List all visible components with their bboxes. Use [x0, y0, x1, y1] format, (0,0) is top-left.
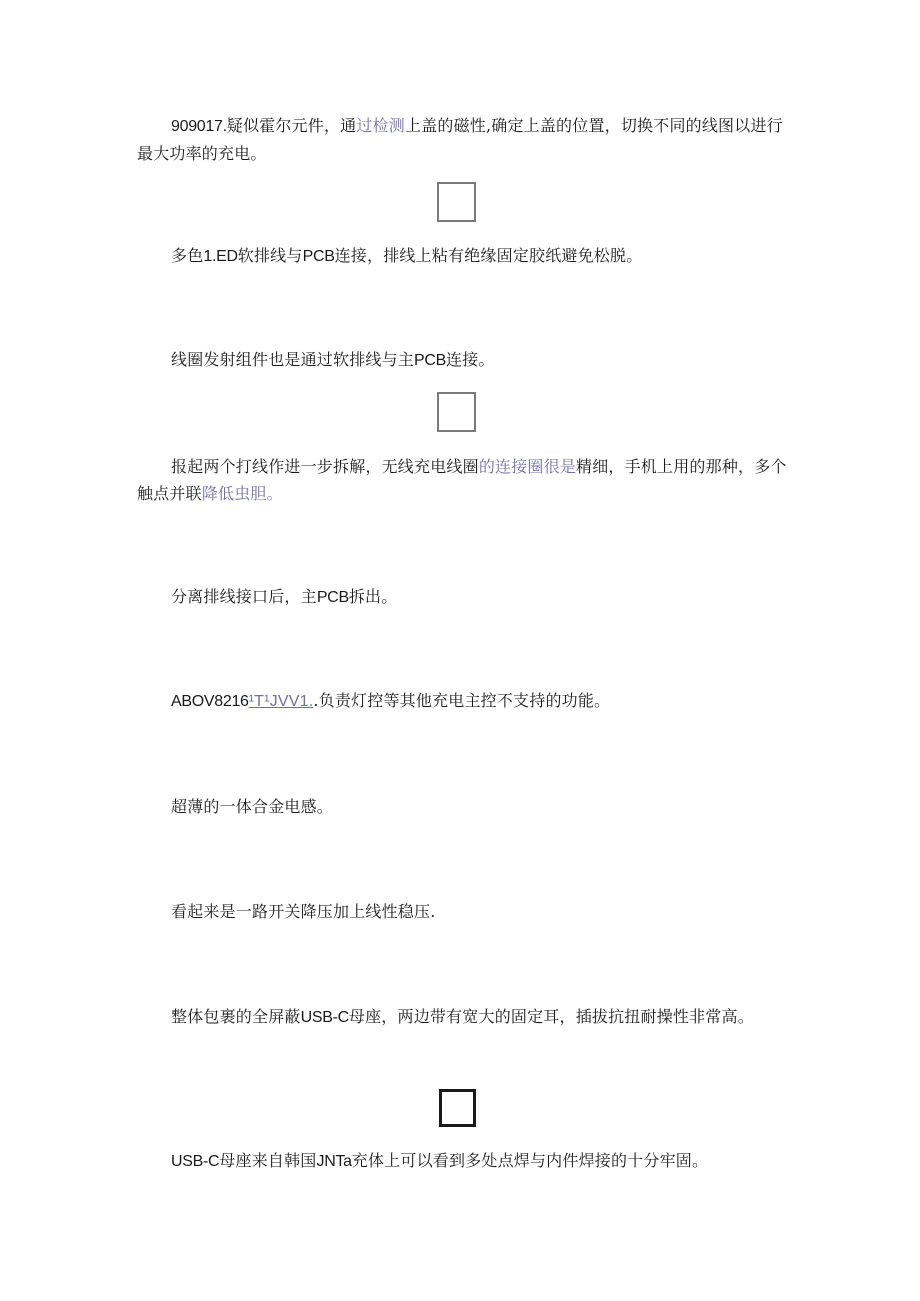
paragraph-usb-c-source — [137, 1147, 787, 1175]
paragraph-voltage-regulation — [137, 898, 787, 925]
text-segment: ABOV8216 — [171, 693, 249, 710]
text-segment: PCB — [414, 352, 447, 369]
image-placeholder-3 — [439, 1089, 476, 1127]
paragraph-hall-sensor — [137, 112, 787, 167]
text-segment: 母座来自韩国 — [219, 1151, 317, 1170]
link-text[interactable]: 降低虫胆。 — [201, 484, 283, 503]
text-segment: 分离排线接口后，主 — [171, 587, 317, 606]
text-segment: 909017. — [171, 118, 227, 135]
text-segment: 整体包裹的全屏蔽 — [171, 1007, 301, 1026]
paragraph-usb-c-shield — [137, 1003, 787, 1031]
text-segment: 线圈发射组件也是通过软排线与主 — [171, 350, 415, 369]
text-segment: 1.ED — [203, 248, 238, 265]
paragraph-main-pcb — [137, 583, 787, 611]
paragraph-inductor — [137, 793, 787, 820]
image-placeholder-2 — [437, 392, 476, 432]
text-segment: 超薄的一体合金电感。 — [171, 797, 334, 816]
text-segment: 充体上可以看到多处点焊与内件焊接的十分牢固。 — [351, 1151, 709, 1170]
link-text[interactable]: ¹T¹JVV1. — [248, 693, 314, 710]
text-segment: 母座，两边带有宽大的固定耳，插拔抗扭耐操性非常高。 — [348, 1007, 754, 1026]
paragraph-coil-disassembly — [137, 453, 787, 507]
text-segment: PCB — [316, 589, 349, 606]
link-text[interactable]: 的连接圈很是 — [478, 457, 577, 476]
text-segment: 报起两个打线作进一步拆解，无线充电线圈 — [171, 457, 479, 476]
text-segment: 疑似霍尔元件，通 — [226, 116, 357, 135]
text-segment: 拆出。 — [348, 587, 398, 606]
text-segment: 精细，手机上用的那种，多个触点并联 — [137, 457, 787, 503]
text-segment: 软排线与 — [237, 246, 303, 265]
text-segment: 看起来是一路开关降压加上线性稳压. — [171, 902, 436, 921]
text-segment: PCB — [302, 248, 335, 265]
paragraph-coil-assembly — [137, 346, 787, 374]
text-segment: JNTa — [316, 1153, 352, 1170]
text-segment: USB-C — [300, 1009, 349, 1026]
image-placeholder-1 — [437, 182, 476, 222]
link-text[interactable]: 过检测 — [356, 116, 405, 135]
text-segment: 连接，排线上粘有绝缘固定胶纸避免松脱。 — [334, 246, 643, 265]
paragraph-abov-chip — [137, 687, 787, 715]
paragraph-led-cable — [137, 242, 787, 270]
text-segment: 上盖的磁性,确定上盖的位置，切换不同的线图以进行最大功率的充电。 — [137, 116, 783, 163]
text-segment: 连接。 — [446, 350, 495, 369]
text-segment: USB-C — [171, 1153, 220, 1170]
text-segment: 多色 — [171, 246, 204, 265]
text-segment: .负责灯控等其他充电主控不支持的功能。 — [313, 691, 611, 710]
